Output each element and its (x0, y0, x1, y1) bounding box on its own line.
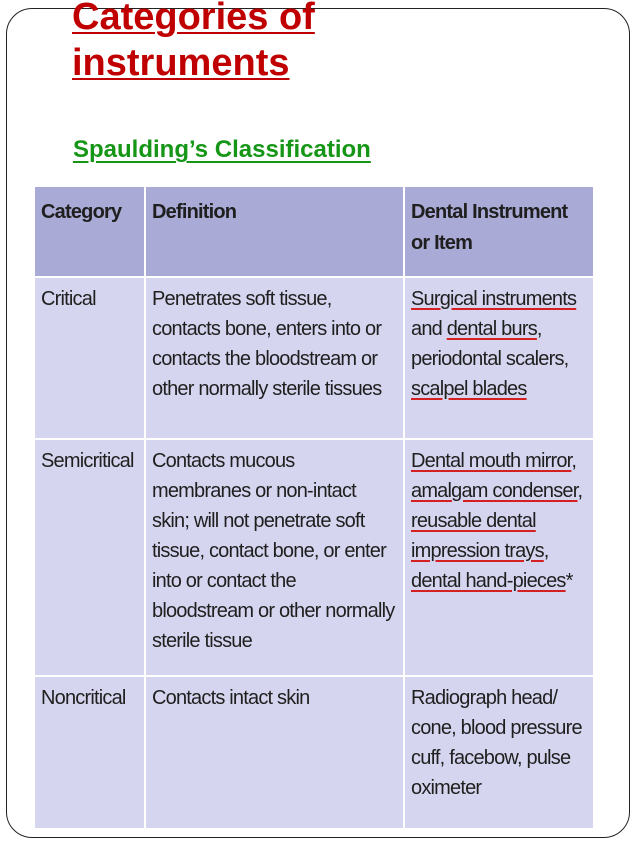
item-text: Radiograph head/ cone, blood pressure cuff, facebow, pulse oximeter (411, 687, 582, 799)
cell-definition: Contacts mucous membranes or non-intact skin; will not penetrate soft tissue, contact bone, or enter into or contact the bloodstream or other normally sterile tissue (145, 439, 404, 676)
slide-title (72, 0, 315, 86)
item-text: , (543, 540, 549, 562)
cell-category: Critical (34, 277, 145, 439)
underlined-item: dental hand-pieces (411, 570, 566, 592)
cell-category: Semicritical (34, 439, 145, 676)
underlined-item: dental burs (446, 318, 537, 340)
table-row (34, 439, 594, 676)
header-dental-item: Dental Instrument or Item (404, 186, 594, 277)
table-row (34, 676, 594, 829)
classification-table (33, 185, 593, 830)
cell-dental-item (404, 676, 594, 829)
cell-dental-item (404, 277, 594, 439)
underlined-item: scalpel blades (411, 378, 527, 400)
title-line-2: instruments (72, 42, 290, 84)
item-text: , (577, 480, 583, 502)
underlined-item: amalgam condenser (411, 480, 578, 502)
header-category: Category (34, 186, 145, 277)
table-row (34, 277, 594, 439)
header-definition: Definition (145, 186, 404, 277)
item-text: and (411, 318, 447, 340)
underlined-item: Surgical instruments (411, 288, 577, 310)
title-line-1: Categories of (72, 0, 315, 38)
underlined-item: reusable dental impression trays (411, 510, 544, 562)
cell-definition: Contacts intact skin (145, 676, 404, 829)
cell-definition: Penetrates soft tissue, contacts bone, enters into or contacts the bloodstream or other normally sterile tissues (145, 277, 404, 439)
item-text: , (571, 450, 577, 472)
item-text: * (565, 570, 573, 592)
slide-subtitle: Spaulding’s Classification (73, 136, 371, 163)
table-header-row (34, 186, 594, 277)
cell-category: Noncritical (34, 676, 145, 829)
cell-dental-item (404, 439, 594, 676)
underlined-item: Dental mouth mirror (411, 450, 572, 472)
item-text: , periodontal scalers, (411, 318, 569, 370)
